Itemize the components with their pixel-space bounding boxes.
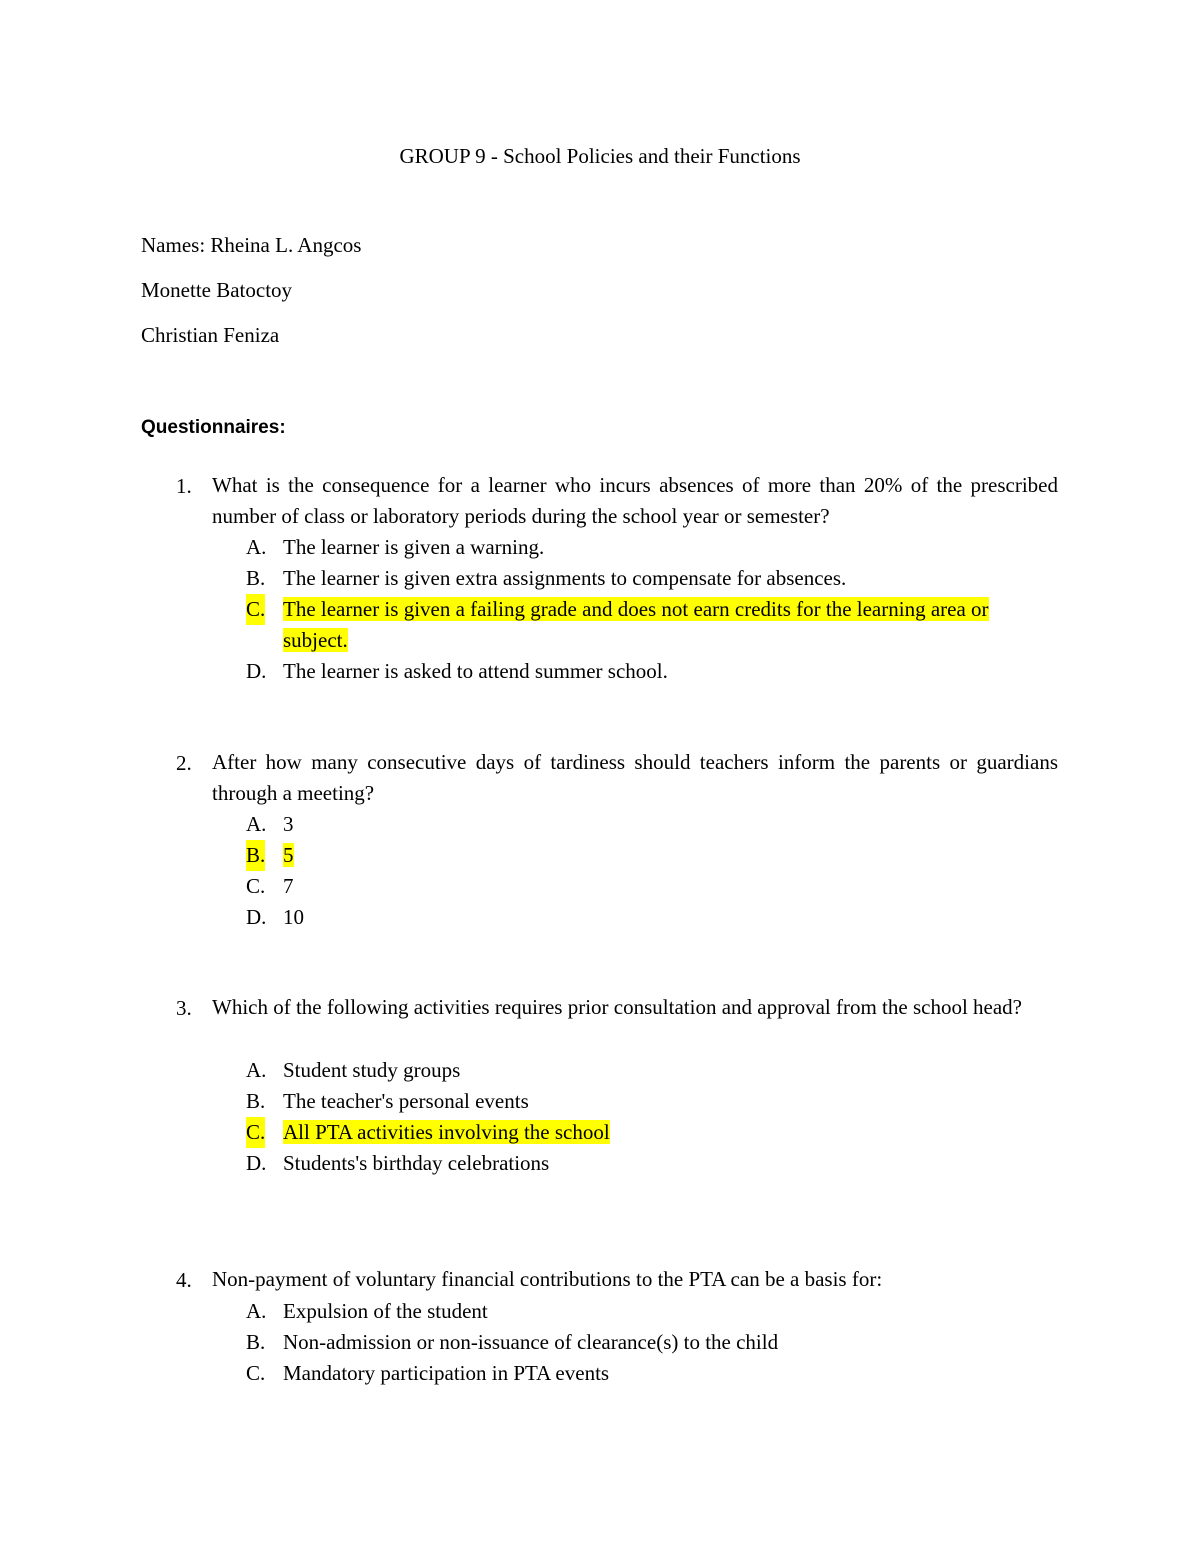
question-4-option-b xyxy=(246,1327,1058,1358)
option-text xyxy=(283,1117,1058,1148)
option-text xyxy=(283,840,1058,871)
option-text: The learner is given a warning. xyxy=(283,535,545,559)
highlighted-answer: All PTA activities involving the school xyxy=(283,1120,610,1144)
question-3-option-d xyxy=(246,1148,1058,1179)
option-text: 7 xyxy=(283,874,294,898)
names-line-1: Names: Rheina L. Angcos xyxy=(141,233,362,257)
option-letter: A. xyxy=(246,1058,267,1082)
option-text xyxy=(283,594,1058,656)
question-1-option-c xyxy=(246,594,1058,656)
names-line-3: Christian Feniza xyxy=(141,323,280,347)
question-1-option-a xyxy=(246,532,1058,563)
question-2-option-b xyxy=(246,840,1058,871)
option-letter: B. xyxy=(246,1330,266,1354)
option-text: 3 xyxy=(283,812,294,836)
question-3-text: Which of the following activities requires prior consultation and approval from the school head? xyxy=(212,995,1023,1019)
option-letter: A. xyxy=(246,1299,267,1323)
option-letter: D. xyxy=(246,1151,267,1175)
option-text: Mandatory participation in PTA events xyxy=(283,1361,610,1385)
option-text: 10 xyxy=(283,905,304,929)
option-letter: D. xyxy=(246,659,267,683)
option-letter: D. xyxy=(246,905,267,929)
question-2-number: 2. xyxy=(176,751,192,775)
option-letter: B. xyxy=(246,1089,266,1113)
question-1-option-d xyxy=(246,656,1058,687)
option-letter: C. xyxy=(246,874,266,898)
question-4-option-a xyxy=(246,1296,1058,1327)
question-4-text: Non-payment of voluntary financial contributions to the PTA can be a basis for: xyxy=(212,1267,883,1291)
question-2-option-a xyxy=(246,809,1058,840)
question-3-option-a xyxy=(246,1055,1058,1086)
option-letter: C. xyxy=(246,1361,266,1385)
document-title: GROUP 9 - School Policies and their Functions xyxy=(399,144,801,168)
option-text: The teacher's personal events xyxy=(283,1089,529,1113)
highlighted-answer: 5 xyxy=(283,843,294,867)
names-line-2: Monette Batoctoy xyxy=(141,278,293,302)
option-letter: B. xyxy=(246,840,265,871)
question-3-number: 3. xyxy=(176,996,192,1020)
question-1-number: 1. xyxy=(176,474,192,498)
question-3-option-b xyxy=(246,1086,1058,1117)
option-text: The learner is asked to attend summer school. xyxy=(283,659,668,683)
option-text: Students's birthday celebrations xyxy=(283,1151,550,1175)
option-letter: A. xyxy=(246,535,267,559)
option-letter: B. xyxy=(246,566,266,590)
option-letter: C. xyxy=(246,1117,265,1148)
option-letter: A. xyxy=(246,812,267,836)
question-2-option-c xyxy=(246,871,1058,902)
question-1-option-b xyxy=(246,563,1058,594)
questionnaires-heading: Questionnaires: xyxy=(141,417,286,438)
question-2-option-d xyxy=(246,902,1058,933)
option-text: Non-admission or non-issuance of clearance(s) to the child xyxy=(283,1330,779,1354)
question-2-text: After how many consecutive days of tardiness should teachers inform the parents or guardians through a meeting? xyxy=(212,750,1058,805)
highlighted-answer: The learner is given a failing grade and does not earn credits for the learning area or subject. xyxy=(283,597,989,652)
option-text: Expulsion of the student xyxy=(283,1299,488,1323)
option-letter: C. xyxy=(246,594,265,625)
question-4-option-c xyxy=(246,1358,1058,1389)
question-3-option-c xyxy=(246,1117,1058,1148)
option-text: Student study groups xyxy=(283,1058,461,1082)
question-4-number: 4. xyxy=(176,1268,192,1292)
question-1-text: What is the consequence for a learner who incurs absences of more than 20% of the prescribed number of class or laboratory periods during the school year or semester? xyxy=(212,473,1058,528)
option-text: The learner is given extra assignments to compensate for absences. xyxy=(283,566,847,590)
